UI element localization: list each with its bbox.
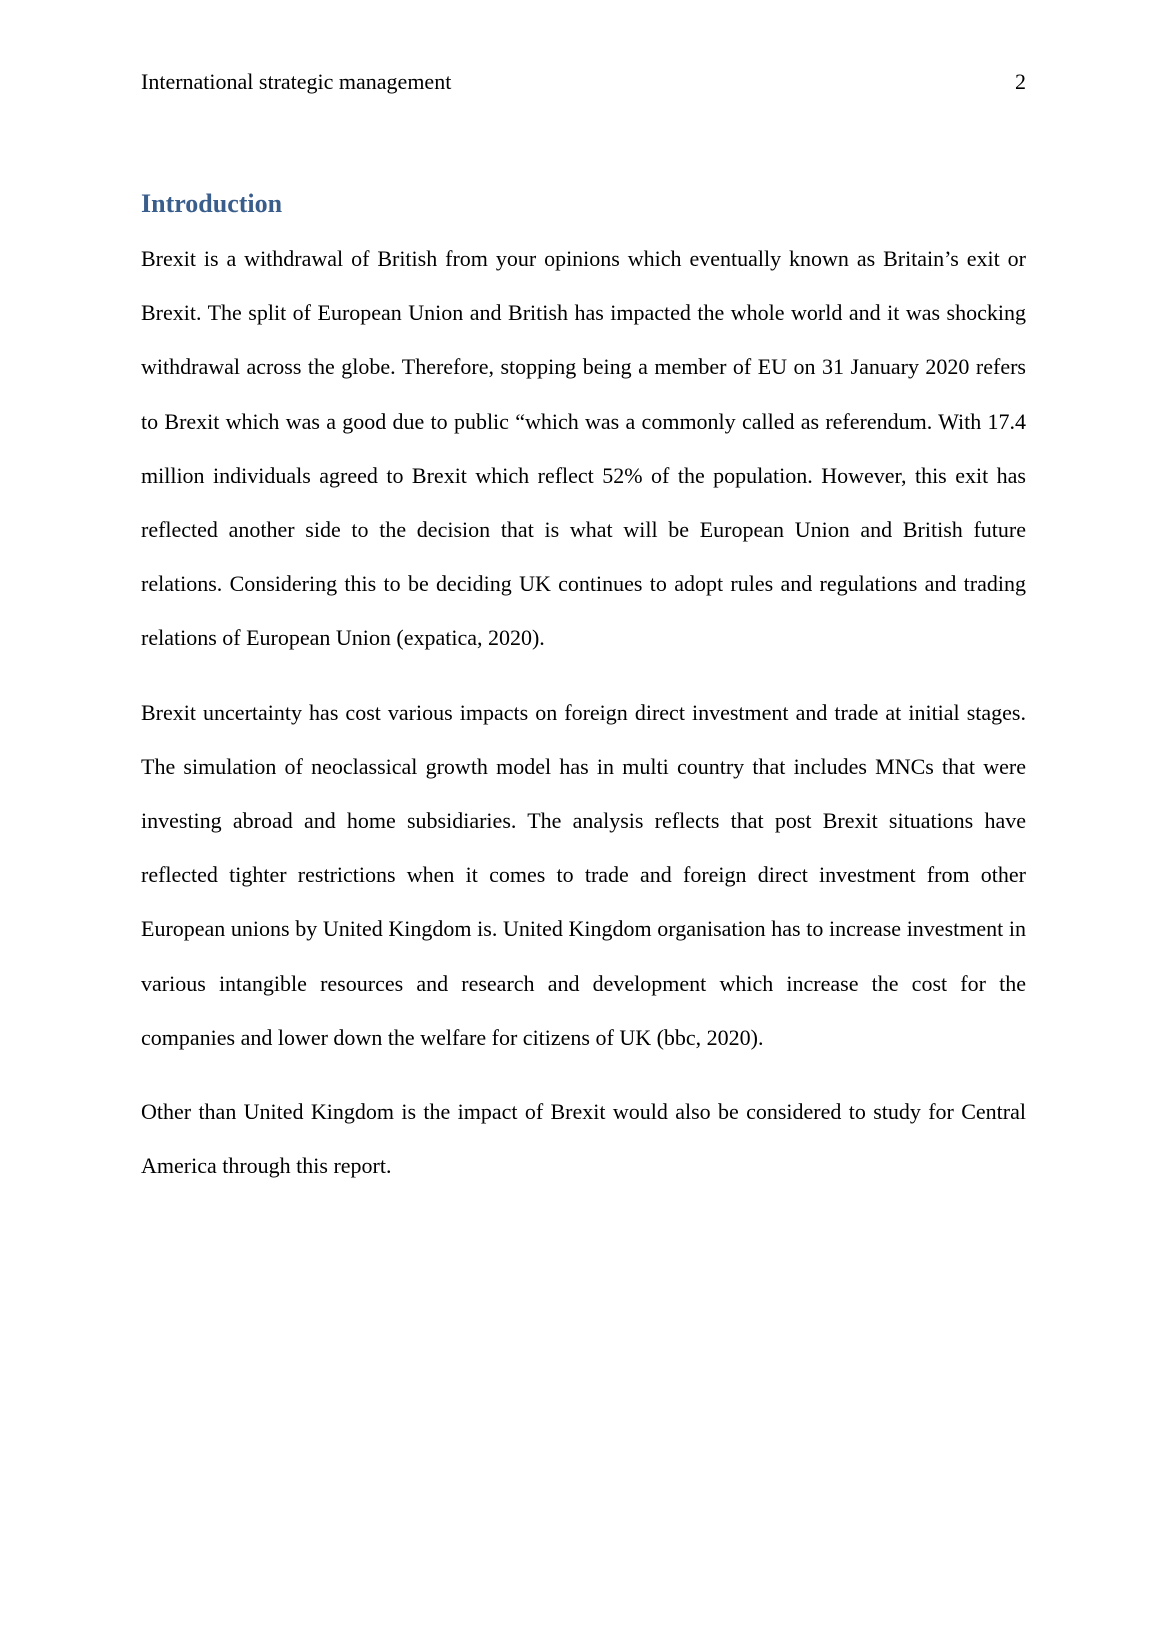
section-heading-introduction: Introduction: [141, 189, 283, 218]
header-title: International strategic management: [141, 69, 452, 94]
running-header: [141, 68, 1026, 96]
page-number: 2: [1015, 69, 1026, 94]
body-paragraph: Brexit is a withdrawal of British from your opinions which eventually known as Britain’s exit or Brexit. The split of European Union and British has impacted the whole world and it was shocking withdrawal across the globe. Therefore, stopping being a member of EU on 31 January 2020 refers to Brexit which was a good due to public “which was a commonly called as referendum. With 17.4 million individuals agreed to Brexit which reflect 52% of the population. However, this exit has reflected another side to the decision that is what will be European Union and British future relations. Considering this to be deciding UK continues to adopt rules and regulations and trading relations of European Union (expatica, 2020).: [141, 246, 1026, 651]
body-paragraph: Other than United Kingdom is the impact of Brexit would also be considered to study for Central America through this report.: [141, 1099, 1026, 1179]
document-body: [141, 186, 1026, 1213]
body-paragraph: Brexit uncertainty has cost various impacts on foreign direct investment and trade at initial stages. The simulation of neoclassical growth model has in multi country that includes MNCs that were investing abroad and home subsidiaries. The analysis reflects that post Brexit situations have reflected tighter restrictions when it comes to trade and foreign direct investment from other European unions by United Kingdom is. United Kingdom organisation has to increase investment in various intangible resources and research and development which increase the cost for the companies and lower down the welfare for citizens of UK (bbc, 2020).: [141, 699, 1026, 1050]
